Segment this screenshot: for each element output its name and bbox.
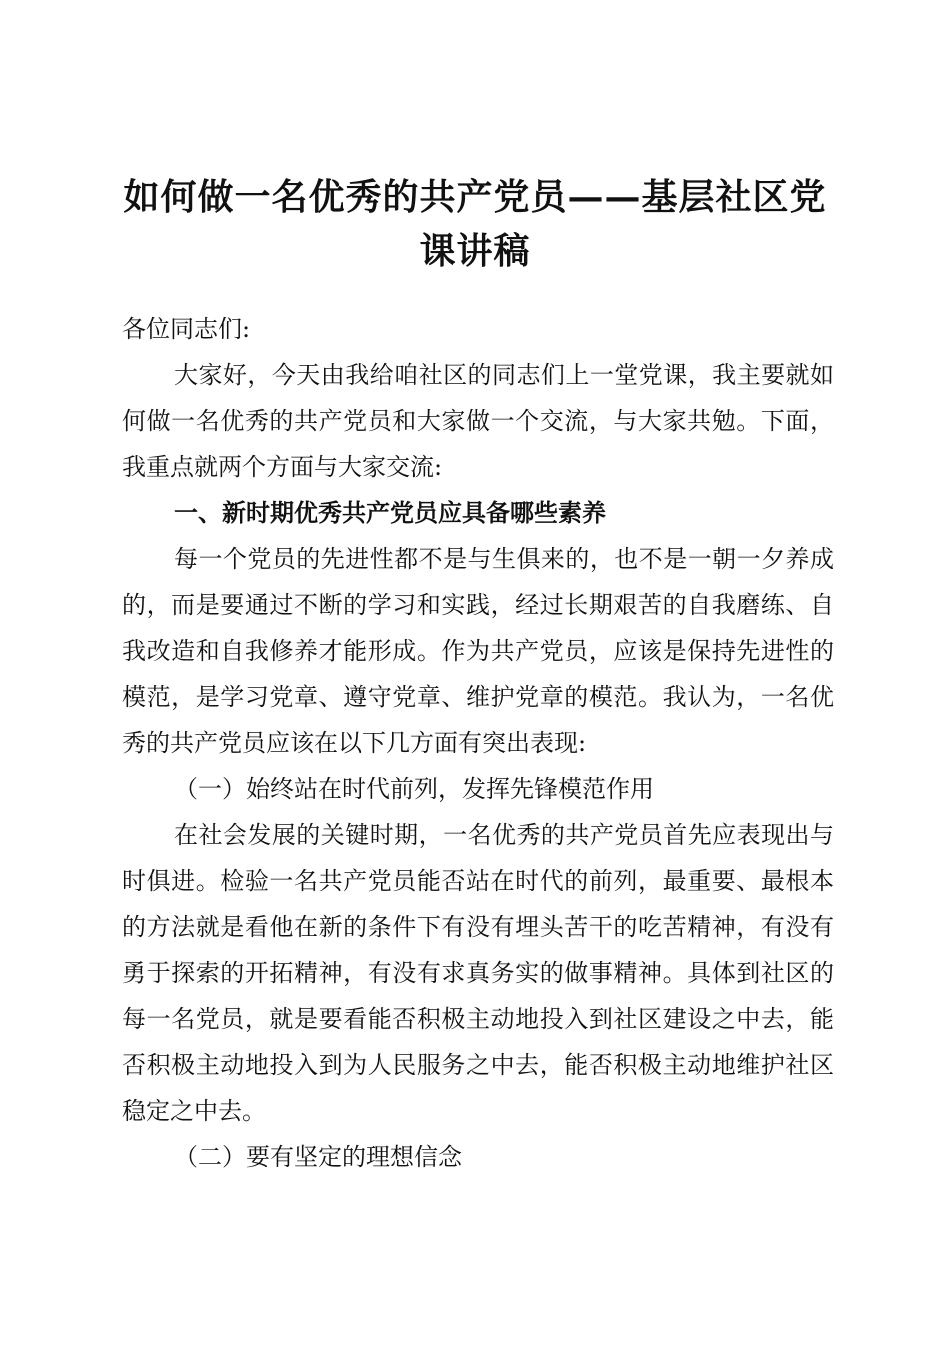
subsection-1-heading: （一）始终站在时代前列，发挥先锋模范作用: [174, 775, 654, 803]
section-1-paragraph: 每一个党员的先进性都不是与生俱来的，也不是一朝一夕养成的，而是要通过不断的学习和实践，经过长期艰苦的自我磨练、自我改造和自我修养才能形成。作为共产党员，应该是保持先进性的模范，是学习党章、遵守党章、维护党章的模范。我认为，一名优秀的共产党员应该在以下几方面有突出表现:: [122, 545, 834, 757]
title-line-1: 如何做一名优秀的共产党员——基层社区党: [123, 176, 827, 218]
subsection-1-paragraph: 在社会发展的关键时期，一名优秀的共产党员首先应表现出与时俱进。检验一名共产党员能否站在时代的前列，最重要、最根本的方法就是看他在新的条件下有没有埋头苦干的吃苦精神，有没有勇于探索的开拓精神，有没有求真务实的做事精神。具体到社区的每一名党员，就是要看能否积极主动地投入到社区建设之中去，能否积极主动地投入到为人民服务之中去，能否积极主动地维护社区稳定之中去。: [122, 821, 834, 1125]
document-body: [122, 306, 834, 1180]
document-title: [120, 170, 830, 278]
intro-paragraph: 大家好，今天由我给咱社区的同志们上一堂党课，我主要就如何做一名优秀的共产党员和大家做一个交流，与大家共勉。下面，我重点就两个方面与大家交流:: [122, 361, 834, 481]
section-1-heading: 一、新时期优秀共产党员应具备哪些素养: [174, 499, 606, 527]
title-line-2: 课讲稿: [419, 230, 531, 272]
subsection-2-heading: （二）要有坚定的理想信念: [174, 1143, 462, 1171]
salutation: 各位同志们:: [122, 315, 251, 343]
